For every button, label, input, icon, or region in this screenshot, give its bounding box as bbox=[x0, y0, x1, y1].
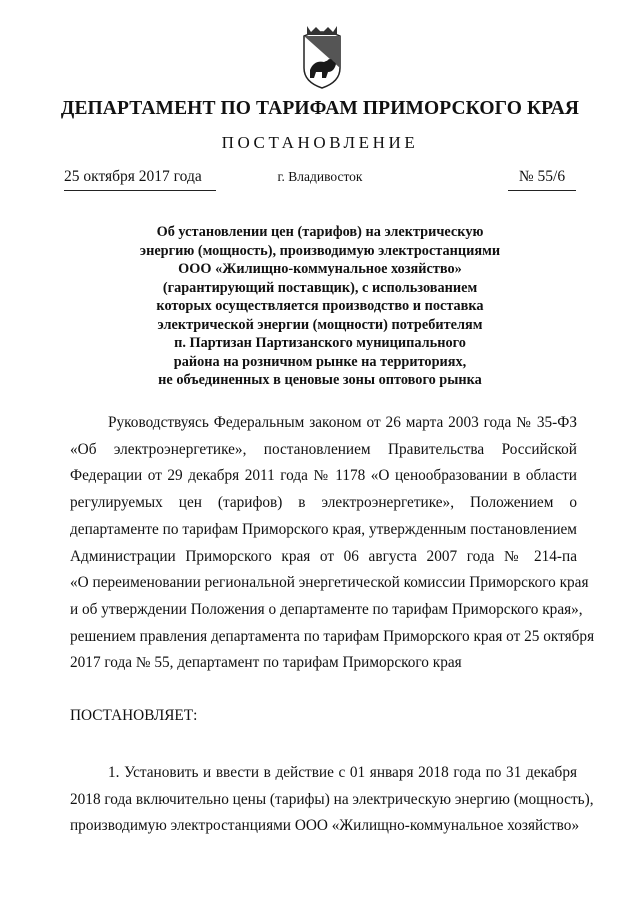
preamble-line: департаменте по тарифам Приморского края, утвержденным постановлением bbox=[70, 520, 577, 538]
subject-line: которых осуществляется производство и поставка bbox=[156, 298, 484, 314]
subject-line: не объединенных в ценовые зоны оптового рынка bbox=[158, 372, 482, 388]
preamble-paragraph bbox=[70, 410, 595, 677]
item-1-line: 1. Установить и ввести в действие с 01 января 2018 года по 31 декабря bbox=[108, 764, 577, 781]
document-subject bbox=[120, 223, 520, 390]
preamble-line: решением правления департамента по тарифам Приморского края от 25 октября bbox=[70, 627, 595, 645]
preamble-line: «Об электроэнергетике», постановлением Правительства Российской bbox=[70, 440, 577, 458]
preamble-line: регулируемых цен (тарифов) в электроэнергетике», Положением о bbox=[70, 494, 577, 512]
subject-line: ООО «Жилищно-коммунальное хозяйство» bbox=[178, 261, 462, 277]
item-1-line: производимую электростанциями ООО «Жилищно-коммунальное хозяйство» bbox=[70, 817, 580, 835]
document-type: ПОСТАНОВЛЕНИЕ bbox=[221, 133, 419, 152]
document-date: 25 октября 2017 года bbox=[64, 168, 216, 191]
subject-line: Об установлении цен (тарифов) на электрическую bbox=[156, 224, 484, 240]
preamble-line: Администрации Приморского края от 06 августа 2007 года № 214-па bbox=[70, 547, 577, 565]
subject-line: п. Партизан Партизанского муниципального bbox=[174, 335, 466, 351]
subject-line: района на розничном рынке на территориях, bbox=[173, 353, 467, 370]
resolves-heading: ПОСТАНОВЛЯЕТ: bbox=[70, 707, 198, 724]
preamble-line: 2017 года № 55, департамент по тарифам Приморского края bbox=[70, 654, 462, 672]
document-city: г. Владивосток bbox=[277, 169, 363, 184]
subject-line: электрической энергии (мощности) потребителям bbox=[157, 316, 483, 333]
preamble-line: «О переименовании региональной энергетической комиссии Приморского края bbox=[70, 574, 589, 592]
item-1-line: 2018 года включительно цены (тарифы) на электрическую энергию (мощность), bbox=[70, 790, 594, 808]
preamble-line: и об утверждении Положения о департаменте по тарифам Приморского края», bbox=[70, 600, 583, 618]
item-1-paragraph bbox=[70, 760, 594, 840]
preamble-line: Руководствуясь Федеральным законом от 26 марта 2003 года № 35-ФЗ bbox=[108, 414, 577, 431]
department-title: ДЕПАРТАМЕНТ ПО ТАРИФАМ ПРИМОРСКОГО КРАЯ bbox=[60, 98, 580, 119]
preamble-line: Федерации от 29 декабря 2011 года № 1178 «О ценообразовании в области bbox=[70, 467, 577, 485]
subject-line: энергию (мощность), производимую электростанциями bbox=[139, 242, 501, 259]
document-number: № 55/6 bbox=[508, 168, 576, 191]
subject-line: (гарантирующий поставщик), с использованием bbox=[162, 279, 478, 296]
coat-of-arms-icon bbox=[298, 22, 346, 90]
